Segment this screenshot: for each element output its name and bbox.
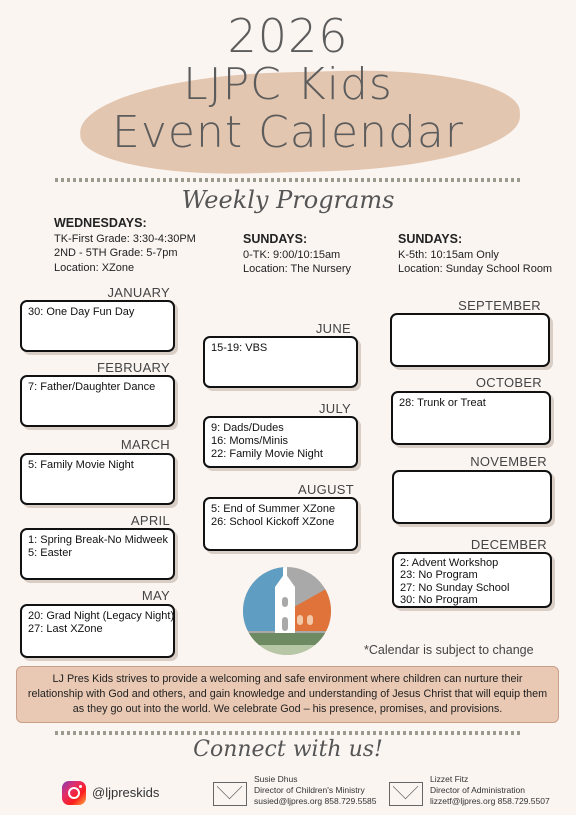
divider-bottom [55,731,521,735]
month-july: JULY [318,401,351,416]
month-may: MAY [141,588,170,603]
box-september [390,313,550,367]
program-line: 2ND - 5TH Grade: 5-7pm [54,247,178,259]
calendar-note: *Calendar is subject to change [364,643,534,657]
box-february [20,375,175,427]
contact-info[interactable]: lizzetf@ljpres.org 858.729.5507 [430,796,550,806]
event-item: 1: Spring Break-No Midweek [28,534,169,546]
event-item: 22: Family Movie Night [211,448,323,460]
program-day: SUNDAYS: [243,232,308,246]
program-line: TK-First Grade: 3:30-4:30PM [54,232,196,245]
weekly-programs-heading: Weekly Programs [181,186,395,214]
contact-name: Susie Dhus [254,774,298,784]
program-day: WEDNESDAYS: [54,216,147,230]
connect-heading: Connect with us! [193,737,383,762]
event-item: 26: School Kickoff XZone [211,516,335,528]
month-march: MARCH [120,437,170,452]
event-item: 2: Advent Workshop [400,557,499,569]
box-march [20,453,175,505]
event-item: 27: No Sunday School [400,581,510,594]
box-october [391,391,551,445]
title-line-2: Event Calendar [112,107,464,158]
contact-susie [254,774,394,807]
contact-role: Director of Children's Ministry [254,785,365,795]
event-item: 5: Easter [28,547,73,559]
box-january [20,300,175,352]
box-june [203,336,358,388]
month-september: SEPTEMBER [458,298,541,313]
title-line-1: LJPC Kids [183,59,393,110]
event-item: 20: Grad Night (Legacy Night) [28,610,175,622]
program-line: Location: XZone [54,261,135,274]
mail-icon[interactable] [213,782,247,806]
month-august: AUGUST [298,482,354,497]
program-sundays-school [398,232,568,277]
box-may [20,604,175,658]
contact-role: Director of Administration [430,785,525,795]
event-item: 7: Father/Daughter Dance [28,381,156,393]
event-item: 5: End of Summer XZone [211,503,336,515]
instagram-handle[interactable]: @ljpreskids [92,785,160,800]
event-item: 30: No Program [400,594,478,607]
contact-lizzet [430,774,570,807]
program-sundays-nursery [243,232,393,277]
event-item: 15-19: VBS [211,342,268,354]
event-item: 23: No Program [400,569,478,582]
contact-info[interactable]: susied@ljpres.org 858.729.5585 [254,796,377,806]
month-january: JANUARY [107,285,170,300]
month-april: APRIL [130,513,170,528]
program-wednesdays [54,216,244,275]
instagram-icon[interactable] [62,781,86,805]
event-item: 16: Moms/Minis [211,435,289,447]
year-title: 2026 [227,9,349,63]
box-april [20,528,175,580]
event-item: 28: Trunk or Treat [399,397,486,409]
contact-name: Lizzet Fitz [430,774,469,784]
program-day: SUNDAYS: [398,232,463,246]
box-july [203,416,358,468]
mission-statement: LJ Pres Kids strives to provide a welcoming and safe environment where children can nurture their relationship with God and others, and gain knowledge and understanding of Jesus Christ that will equip them as they go out into the world. We celebrate God – his presence, promises, and provisions. [16,666,559,723]
event-item: 9: Dads/Dudes [211,422,284,434]
month-october: OCTOBER [475,375,542,390]
box-november [392,470,552,524]
month-june: JUNE [315,321,351,336]
box-december [392,552,552,608]
event-item: 27: Last XZone [28,623,103,635]
event-item: 5: Family Movie Night [28,459,134,471]
church-logo-icon [241,565,333,657]
box-august [203,497,358,551]
divider-top [55,178,521,182]
program-line: 0-TK: 9:00/10:15am [243,248,341,261]
program-line: Location: Sunday School Room [398,263,553,275]
mail-icon[interactable] [389,782,423,806]
program-line: Location: The Nursery [243,263,352,275]
program-line: K-5th: 10:15am Only [398,248,499,261]
event-item: 30: One Day Fun Day [28,306,135,318]
month-february: FEBRUARY [97,360,170,375]
month-december: DECEMBER [470,537,547,552]
month-november: NOVEMBER [470,454,547,469]
